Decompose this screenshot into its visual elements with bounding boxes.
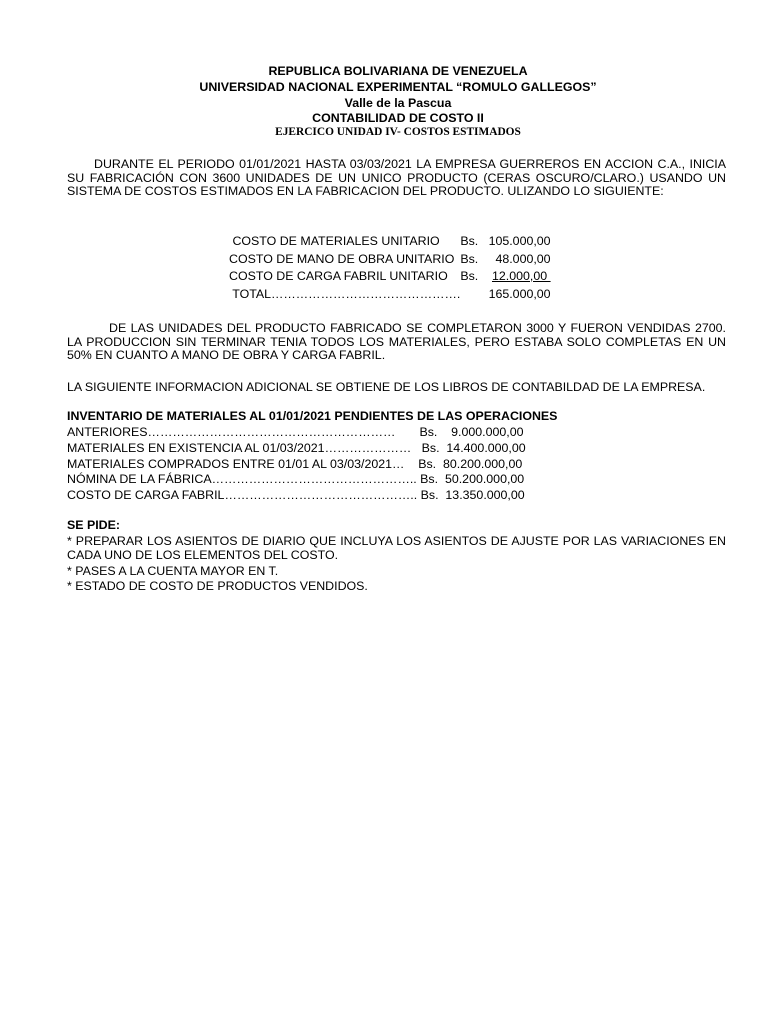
task-item: * PASES A LA CUENTA MAYOR EN T.	[67, 564, 279, 578]
header-university: UNIVERSIDAD NACIONAL EXPERIMENTAL “ROMULO GALLEGOS”	[199, 80, 597, 94]
intro-text: DURANTE EL PERIODO 01/01/2021 HASTA 03/03/2021 LA EMPRESA GUERREROS EN ACCION C.A., INICIA SU FABRICACIÓN CON 3600 UNIDADES DE UN UNICO PRODUCTO (CERAS OSCURO/CLARO.) USANDO UN SISTEMA DE COSTOS ESTIMADOS EN LA FABRICACION DEL PRODUCTO. ULIZANDO LO SIGUIENTE:	[67, 157, 726, 199]
task-item: * ESTADO DE COSTO DE PRODUCTOS VENDIDOS.	[67, 579, 368, 593]
cost-total-value: 165.000,00	[488, 286, 551, 301]
cost-total-spacer	[460, 286, 488, 304]
cost-label: COSTO DE MANO DE OBRA UNITARIO	[229, 251, 458, 266]
cost-value: 105.000,00	[488, 234, 551, 248]
inventory-line: MATERIALES COMPRADOS ENTRE 01/01 AL 03/03/2021… Bs. 80.200.000,00	[67, 457, 523, 471]
header-course: CONTABILIDAD DE COSTO II	[312, 111, 484, 125]
intro-paragraph	[67, 158, 726, 199]
additional-info-paragraph: LA SIGUIENTE INFORMACION ADICIONAL SE OBTIENE DE LOS LIBROS DE CONTABILDAD DE LA EMPRESA.	[67, 380, 706, 394]
header-location: Valle de la Pascua	[344, 96, 452, 110]
cost-label: COSTO DE CARGA FABRIL UNITARIO	[229, 269, 455, 283]
unit-cost-table	[229, 233, 551, 303]
inventory-line: ANTERIORES…………………………………………………… Bs. 9.000.000,00	[67, 425, 524, 439]
cost-row	[229, 233, 551, 251]
cost-total-label: TOTAL……………………………………….	[229, 286, 461, 301]
cost-total-row	[229, 286, 551, 304]
inventory-heading: INVENTARIO DE MATERIALES AL 01/01/2021 PENDIENTES DE LAS OPERACIONES	[67, 409, 558, 423]
inventory-line: MATERIALES EN EXISTENCIA AL 01/03/2021………………… Bs. 14.400.000,00	[67, 441, 526, 455]
header-country: REPUBLICA BOLIVARIANA DE VENEZUELA	[268, 64, 528, 78]
cost-currency: Bs.	[460, 269, 486, 283]
inventory-line: COSTO DE CARGA FABRIL……………………………………….. Bs. 13.350.000,00	[67, 488, 525, 502]
se-pide-heading: SE PIDE:	[67, 518, 121, 532]
cost-currency: Bs.	[460, 251, 489, 266]
cost-value: 12.000,00	[492, 269, 551, 283]
inventory-line: NÓMINA DE LA FÁBRICA………………………………………….. Bs. 50.200.000,00	[67, 472, 525, 486]
production-paragraph	[67, 322, 726, 363]
cost-currency: Bs.	[460, 234, 482, 248]
cost-label: COSTO DE MATERIALES UNITARIO	[229, 234, 461, 248]
header-exercise-title: EJERCICO UNIDAD IV- COSTOS ESTIMADOS	[275, 126, 521, 138]
cost-value: 48.000,00	[495, 251, 551, 266]
production-text: DE LAS UNIDADES DEL PRODUCTO FABRICADO SE COMPLETARON 3000 Y FUERON VENDIDAS 2700. LA PRODUCCION SIN TERMINAR TENIA TODOS LOS MATERIALES, PERO ESTABA SOLO COMPLETAS EN UN 50% EN CUANTO A MANO DE OBRA Y CARGA FABRIL.	[67, 321, 726, 363]
cost-row	[229, 268, 551, 286]
cost-row	[229, 251, 551, 269]
task-item: * PREPARAR LOS ASIENTOS DE DIARIO QUE INCLUYA LOS ASIENTOS DE AJUSTE POR LAS VARIACIONES EN CADA UNO DE LOS ELEMENTOS DEL COSTO.	[67, 534, 726, 562]
